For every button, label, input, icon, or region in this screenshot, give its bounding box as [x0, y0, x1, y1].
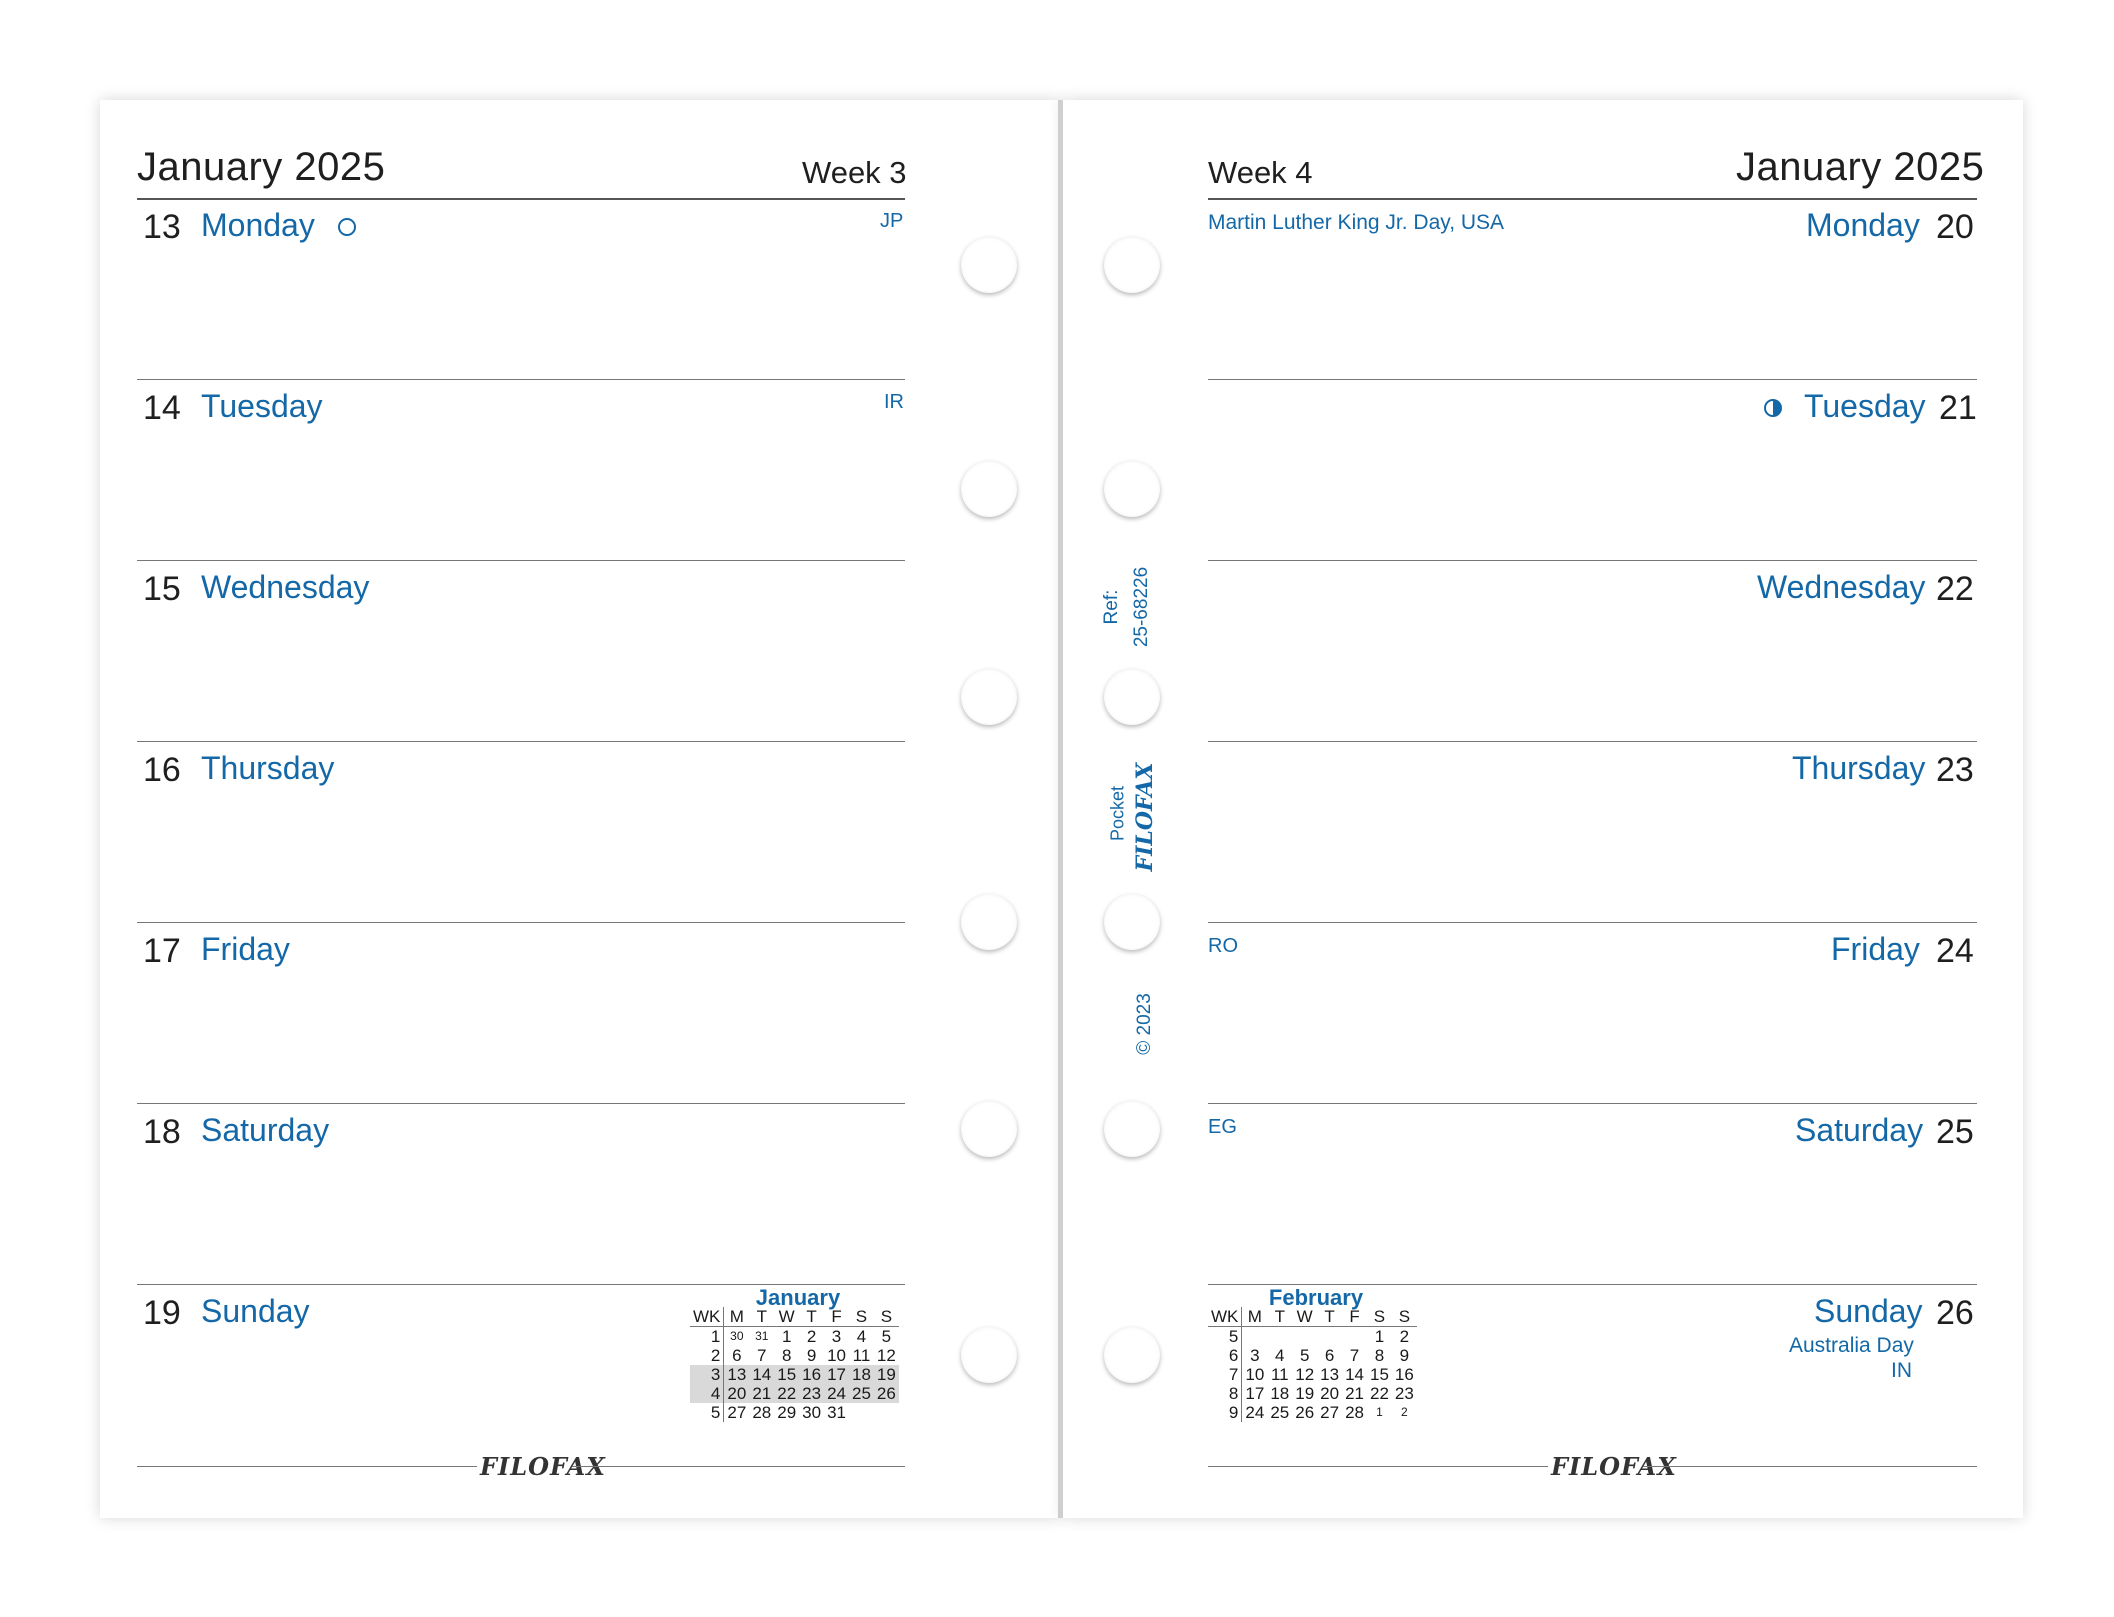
day-number: 20 [1936, 208, 1974, 246]
mini-day: 3 [831, 1327, 842, 1346]
mini-day [1292, 1327, 1317, 1347]
country-tag: RO [1208, 935, 1238, 957]
mini-day: 17 [1245, 1384, 1265, 1403]
mini-day: 4 [856, 1327, 867, 1346]
mini-day: 13 [724, 1365, 749, 1384]
day-name: Saturday [201, 1112, 330, 1148]
mini-day [1267, 1327, 1292, 1347]
mini-day: 1 [781, 1327, 792, 1346]
ring-hole [1104, 669, 1160, 725]
right-month-title: January 2025 [1736, 145, 1985, 189]
mini-header: M [724, 1307, 749, 1327]
mini-day: 7 [1349, 1346, 1360, 1365]
day-name: Sunday [201, 1293, 310, 1329]
day-name: Monday [1806, 207, 1920, 243]
mini-day: 16 [799, 1365, 824, 1384]
day-number: 13 [143, 208, 181, 246]
day-name: Wednesday [1757, 569, 1926, 605]
mini-header: T [1317, 1307, 1342, 1327]
day-number: 24 [1936, 932, 1974, 970]
mini-day: 28 [752, 1403, 772, 1422]
mini-day: 10 [827, 1346, 846, 1365]
mini-header: F [824, 1307, 849, 1327]
day-number: 25 [1936, 1113, 1974, 1151]
mini-day [849, 1403, 874, 1422]
mini-header: S [1367, 1307, 1392, 1327]
mini-day: 7 [757, 1346, 767, 1365]
day-number: 18 [143, 1113, 181, 1151]
mini-week-number: 9 [1208, 1403, 1242, 1422]
mini-day: 8 [1374, 1346, 1385, 1365]
day-name: Sunday [1814, 1293, 1923, 1329]
ring-hole [1104, 1101, 1160, 1157]
ring-hole [1104, 1327, 1160, 1383]
country-tag: EG [1208, 1116, 1237, 1138]
day-divider [1208, 922, 1977, 923]
mini-day: 6 [1324, 1346, 1335, 1365]
mini-day: 10 [1245, 1365, 1265, 1384]
mini-day: 9 [1399, 1346, 1410, 1365]
day-name: Thursday [1792, 750, 1926, 786]
mini-day [874, 1403, 899, 1422]
mini-header: M [1242, 1307, 1267, 1327]
mini-day: 20 [724, 1384, 749, 1403]
mini-day: 19 [874, 1365, 899, 1384]
day-name: Thursday [201, 750, 335, 786]
day-name: Friday [1831, 931, 1920, 967]
mini-day: 14 [749, 1365, 774, 1384]
day-name: Friday [201, 931, 290, 967]
ring-hole [961, 461, 1017, 517]
day-name: Tuesday [201, 388, 323, 424]
mini-day: 17 [824, 1365, 849, 1384]
left-month-title: January 2025 [137, 145, 386, 189]
mini-day: 24 [824, 1384, 849, 1403]
ring-hole [961, 894, 1017, 950]
mini-day: 23 [1394, 1384, 1414, 1403]
mini-header: T [749, 1307, 774, 1327]
ring-hole [1104, 237, 1160, 293]
mini-calendar-title: February [1268, 1285, 1364, 1310]
mini-day: 14 [1345, 1365, 1364, 1384]
mini-day: 11 [1270, 1365, 1289, 1384]
mini-week-number: 5 [690, 1403, 724, 1422]
mini-week-number: 4 [690, 1384, 724, 1403]
mini-day: 1 [1376, 1405, 1383, 1419]
mini-day: 2 [1401, 1405, 1408, 1419]
mini-day: 1 [1374, 1327, 1385, 1346]
mini-week-number: 2 [690, 1346, 724, 1365]
holiday-country-tag: IN [1891, 1359, 1912, 1382]
mini-week-number: 3 [690, 1365, 724, 1384]
ref-label: Ref: [1101, 589, 1122, 625]
copyright: © 2023 [1134, 993, 1155, 1055]
holiday-label: Martin Luther King Jr. Day, USA [1208, 211, 1505, 234]
mini-header: T [1267, 1307, 1292, 1327]
right-week-title: Week 4 [1208, 155, 1313, 190]
mini-day: 12 [1295, 1365, 1315, 1384]
ring-hole [961, 1101, 1017, 1157]
mini-week-number: 5 [1208, 1327, 1242, 1347]
mini-day: 30 [802, 1403, 822, 1422]
new-moon-icon [338, 218, 356, 236]
mini-day: 21 [1345, 1384, 1364, 1403]
mini-day: 19 [1295, 1384, 1315, 1403]
ring-hole [961, 237, 1017, 293]
mini-calendar-february [1208, 1285, 1424, 1422]
mini-calendar-january [690, 1285, 906, 1422]
mini-week-number: 6 [1208, 1346, 1242, 1365]
mini-day: 4 [1275, 1346, 1285, 1365]
day-number: 19 [143, 1294, 181, 1332]
holiday-label: Australia Day [1789, 1334, 1914, 1357]
mini-day: 31 [755, 1329, 769, 1343]
day-divider [137, 922, 905, 923]
mini-day: 25 [1270, 1403, 1290, 1422]
day-name: Monday [201, 207, 315, 243]
mini-header: S [874, 1307, 899, 1327]
day-number: 17 [143, 932, 181, 970]
mini-day: 16 [1394, 1365, 1414, 1384]
page-gutter [1058, 100, 1063, 1518]
mini-day: 23 [799, 1384, 824, 1403]
day-number: 26 [1936, 1294, 1974, 1332]
mini-day: 24 [1245, 1403, 1265, 1422]
day-divider [137, 560, 905, 561]
mini-day: 5 [1299, 1346, 1310, 1365]
day-number: 14 [143, 389, 181, 427]
size-label: Pocket [1107, 785, 1128, 842]
right-header-rule [1208, 198, 1977, 200]
mini-calendar-title: January [755, 1285, 841, 1310]
mini-day: 2 [1399, 1327, 1410, 1346]
first-quarter-moon-icon [1764, 399, 1782, 417]
mini-day: 15 [774, 1365, 799, 1384]
day-name: Wednesday [201, 569, 370, 605]
mini-day: 3 [1250, 1346, 1260, 1365]
left-week-title: Week 3 [802, 155, 907, 190]
day-number: 22 [1936, 570, 1974, 608]
mini-day: 26 [1295, 1403, 1315, 1422]
day-number: 21 [1939, 389, 1977, 427]
day-number: 16 [143, 751, 181, 789]
mini-day: 6 [732, 1346, 742, 1365]
ring-hole [1104, 461, 1160, 517]
mini-day [1342, 1327, 1367, 1347]
mini-day: 15 [1370, 1365, 1389, 1384]
filofax-logo: FILOFAX [480, 1452, 606, 1481]
mini-day: 13 [1320, 1365, 1340, 1384]
day-number: 23 [1936, 751, 1974, 789]
mini-day: 28 [1345, 1403, 1364, 1422]
day-divider [1208, 379, 1977, 380]
mini-day [1317, 1327, 1342, 1347]
ring-hole [1104, 894, 1160, 950]
mini-day: 27 [727, 1403, 747, 1422]
ring-hole [961, 1327, 1017, 1383]
footer-rule-left [1208, 1466, 1548, 1467]
mini-week-number: 7 [1208, 1365, 1242, 1384]
mini-day: 30 [730, 1329, 744, 1343]
day-divider [137, 379, 905, 380]
mini-header: WK [690, 1307, 724, 1327]
mini-day: 20 [1320, 1384, 1340, 1403]
mini-header: S [849, 1307, 874, 1327]
mini-day: 25 [849, 1384, 874, 1403]
mini-week-number: 8 [1208, 1384, 1242, 1403]
day-divider [137, 741, 905, 742]
day-divider [137, 1103, 905, 1104]
mini-week-number: 1 [690, 1327, 724, 1347]
ref-code: 25-68226 [1131, 566, 1152, 648]
day-divider [1208, 741, 1977, 742]
day-divider [1208, 560, 1977, 561]
mini-header: F [1342, 1307, 1367, 1327]
mini-day: 12 [876, 1346, 896, 1365]
mini-day: 22 [774, 1384, 799, 1403]
day-divider [1208, 1103, 1977, 1104]
mini-day: 22 [1370, 1384, 1389, 1403]
country-tag: JP [880, 210, 904, 232]
left-header-rule [137, 198, 905, 200]
mini-day: 21 [749, 1384, 774, 1403]
mini-header: S [1392, 1307, 1417, 1327]
mini-day: 26 [874, 1384, 899, 1403]
mini-header: W [1292, 1307, 1317, 1327]
footer-rule-right [572, 1466, 905, 1467]
footer-rule-left [137, 1466, 477, 1467]
day-name: Tuesday [1804, 388, 1926, 424]
filofax-logo: FILOFAX [1551, 1452, 1677, 1481]
ring-hole [961, 669, 1017, 725]
mini-day: 18 [1270, 1384, 1290, 1403]
mini-day: 2 [806, 1327, 817, 1346]
mini-day: 5 [881, 1327, 892, 1346]
spine-brand: FILOFAX [1132, 762, 1158, 872]
mini-day [1242, 1327, 1267, 1347]
mini-header: T [799, 1307, 824, 1327]
footer-rule-right [1643, 1466, 1977, 1467]
day-name: Saturday [1795, 1112, 1924, 1148]
mini-day: 18 [849, 1365, 874, 1384]
mini-day: 29 [777, 1403, 797, 1422]
mini-day: 8 [781, 1346, 792, 1365]
mini-header: WK [1208, 1307, 1242, 1327]
country-tag: IR [884, 391, 904, 413]
day-number: 15 [143, 570, 181, 608]
mini-day: 31 [827, 1403, 846, 1422]
mini-day: 11 [852, 1346, 871, 1365]
mini-header: W [774, 1307, 799, 1327]
mini-day: 9 [806, 1346, 817, 1365]
mini-day: 27 [1320, 1403, 1340, 1422]
